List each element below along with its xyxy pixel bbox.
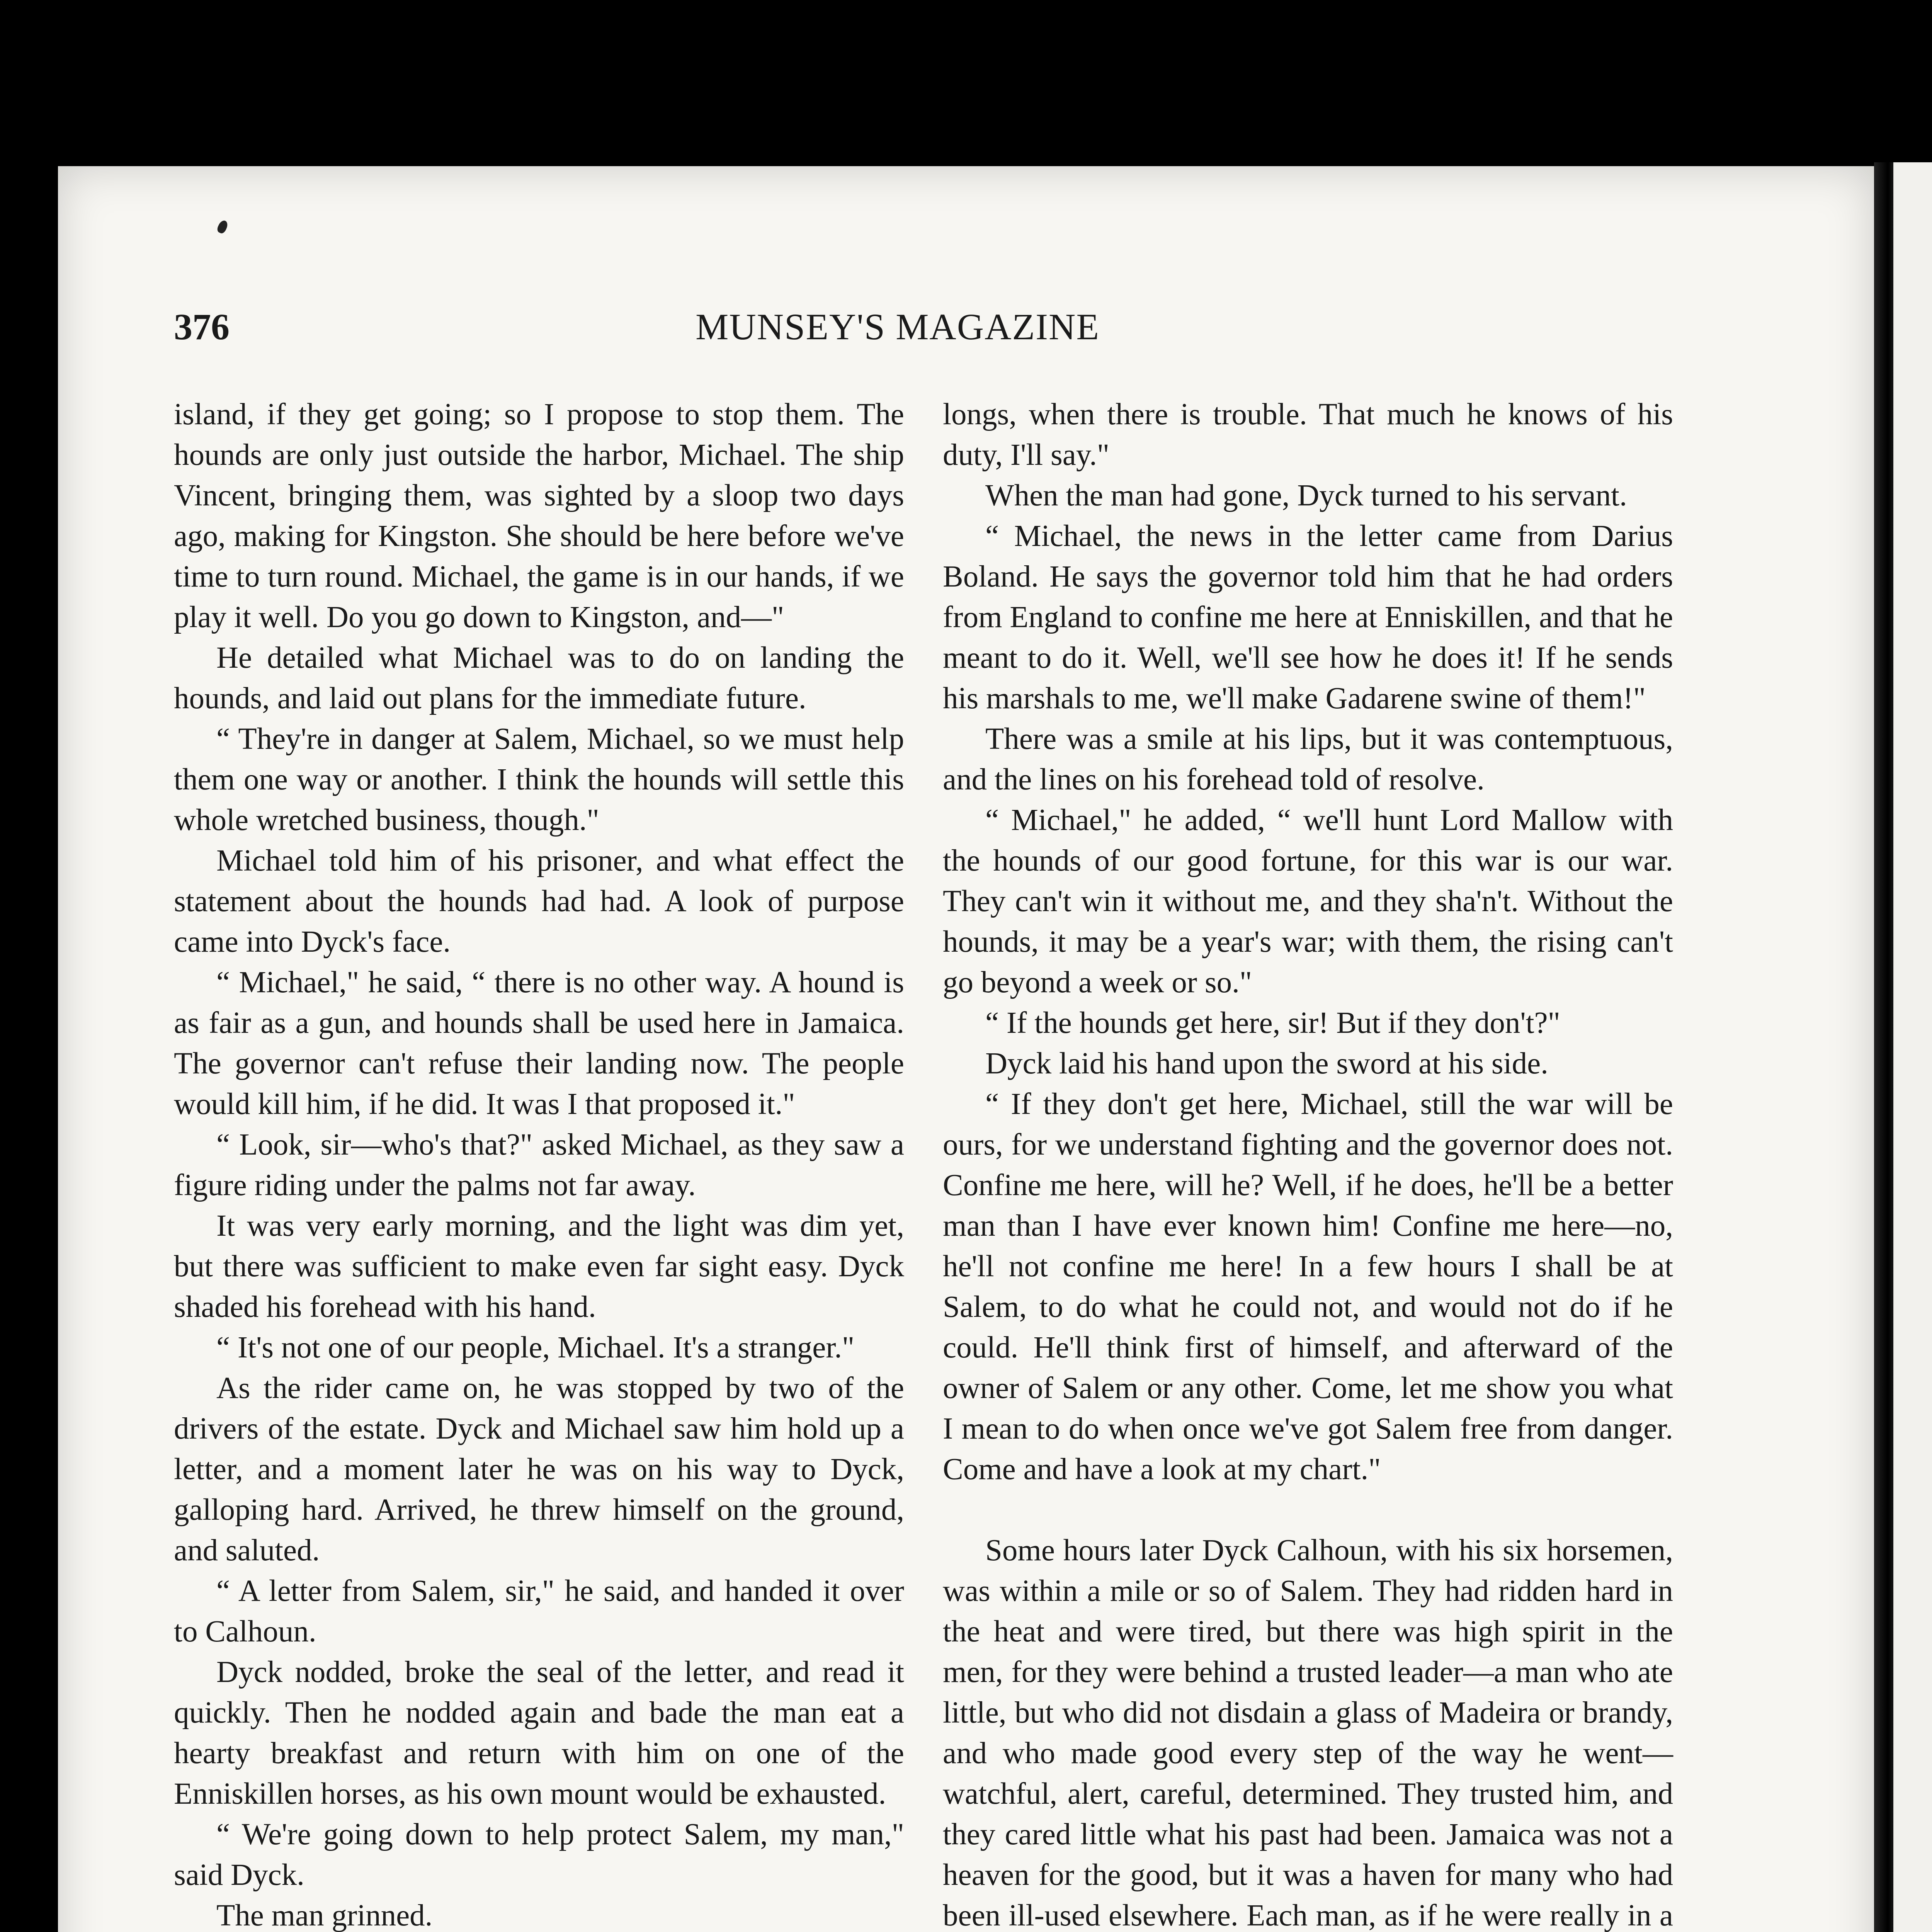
paragraph: As the rider came on, he was stopped by two of the drivers of the estate. Dyck and Michael saw him hold up a letter, and a moment later he was on his way to Dyck, galloping hard. Arrived, he threw himself on the ground, and saluted. bbox=[174, 1371, 904, 1567]
paragraph: longs, when there is trouble. That much he knows of his duty, I'll say." bbox=[943, 398, 1673, 472]
paragraph: “ If they don't get here, Michael, still the war will be ours, for we understand fighting and the governor does not. Confine me here, will he? Well, if he does, he'll be a better man than I have ever known him! Confine me here—no, he'll not confine me here! In a few hours I shall be at Salem, to do what he could not, and would not do if he could. He'll think first of himself, and afterward of the owner of Salem or any other. Come, let me show you what I mean to do when once we've got Salem free from danger. Come and have a look at my chart." bbox=[943, 1087, 1673, 1486]
paragraph: “ A letter from Salem, sir," he said, and handed it over to Calhoun. bbox=[174, 1574, 904, 1648]
paragraph: Some hours later Dyck Calhoun, with his six horsemen, was within a mile or so of Salem. They had ridden hard in the heat and were tired, but there was high spirit in the men, for they were behind a trusted leader—a man who ate little, but who did not disdain a glass of Madeira or brandy, and who made good every step of the way he went—watchful, alert, careful, determined. They trusted him, and they cared little what his past had been. Jamaica was not a heaven for the good, but it was a haven for many who had been ill-used elsewhere. Each man, as if he were really in a bbox=[943, 1534, 1673, 1932]
page-number: 376 bbox=[174, 306, 230, 347]
paragraph: He detailed what Michael was to do on landing the hounds, and laid out plans for the immediate future. bbox=[174, 641, 904, 715]
paragraph: It was very early morning, and the light was dim yet, but there was sufficient to make even far sight easy. Dyck shaded his forehead with his hand. bbox=[174, 1209, 904, 1324]
section-break bbox=[943, 1490, 1673, 1530]
paragraph: The man grinned. bbox=[216, 1899, 433, 1932]
right-column bbox=[943, 394, 1673, 1932]
paragraph: “ If the hounds get here, sir! But if they don't?" bbox=[985, 1006, 1560, 1040]
facing-page-edge bbox=[1893, 162, 1932, 1932]
paragraph: “ Michael," he added, “ we'll hunt Lord Mallow with the hounds of our good fortune, for this war is our war. They can't win it without me, and they sha'n't. Without the hounds, it may be a year's war; with them, the rising can't go beyond a week or so." bbox=[943, 803, 1673, 999]
paragraph: “ They're in danger at Salem, Michael, so we must help them one way or another. I think the hounds will settle this whole wretched business, though." bbox=[174, 722, 904, 837]
page-header bbox=[174, 305, 1681, 352]
paragraph: Dyck laid his hand upon the sword at his side. bbox=[985, 1047, 1548, 1080]
paragraph: “ We're going down to help protect Salem, my man," said Dyck. bbox=[174, 1818, 904, 1892]
paragraph: Michael told him of his prisoner, and what effect the statement about the hounds had had. A look of purpose came into Dyck's face. bbox=[174, 844, 904, 959]
left-column bbox=[174, 394, 904, 1932]
paragraph: island, if they get going; so I propose to stop them. The hounds are only just outside the harbor, Michael. The ship Vincent, bringing them, was sighted by a sloop two days ago, making for Kingston. She should be here before we've time to turn round. Michael, the game is in our hands, if we play it well. Do you go down to Kingston, and—" bbox=[174, 398, 904, 634]
paragraph: “ Michael, the news in the letter came from Darius Boland. He says the governor told him that he had orders from England to confine me here at Enniskillen, and that he meant to do it. Well, we'll see how he does it! If he sends his marshals to me, we'll make Gadarene swine of them!" bbox=[943, 519, 1673, 715]
paragraph: Dyck nodded, broke the seal of the letter, and read it quickly. Then he nodded again and bade the man eat a hearty breakfast and return with him on one of the Enniskillen horses, as his own mount would be exhausted. bbox=[174, 1655, 904, 1811]
paragraph: “ It's not one of our people, Michael. It's a stranger." bbox=[216, 1331, 855, 1364]
paragraph: “ Michael," he said, “ there is no other way. A hound is as fair as a gun, and hounds shall be used here in Jamaica. The governor can't refuse their landing now. The people would kill him, if he did. It was I that proposed it." bbox=[174, 966, 904, 1121]
paragraph: There was a smile at his lips, but it was contemptuous, and the lines on his forehead told of resolve. bbox=[943, 722, 1673, 796]
running-title: MUNSEY'S MAGAZINE bbox=[696, 306, 1100, 347]
paragraph: When the man had gone, Dyck turned to his servant. bbox=[985, 479, 1627, 512]
paragraph: “ Look, sir—who's that?" asked Michael, as they saw a figure riding under the palms not far away. bbox=[174, 1128, 904, 1202]
